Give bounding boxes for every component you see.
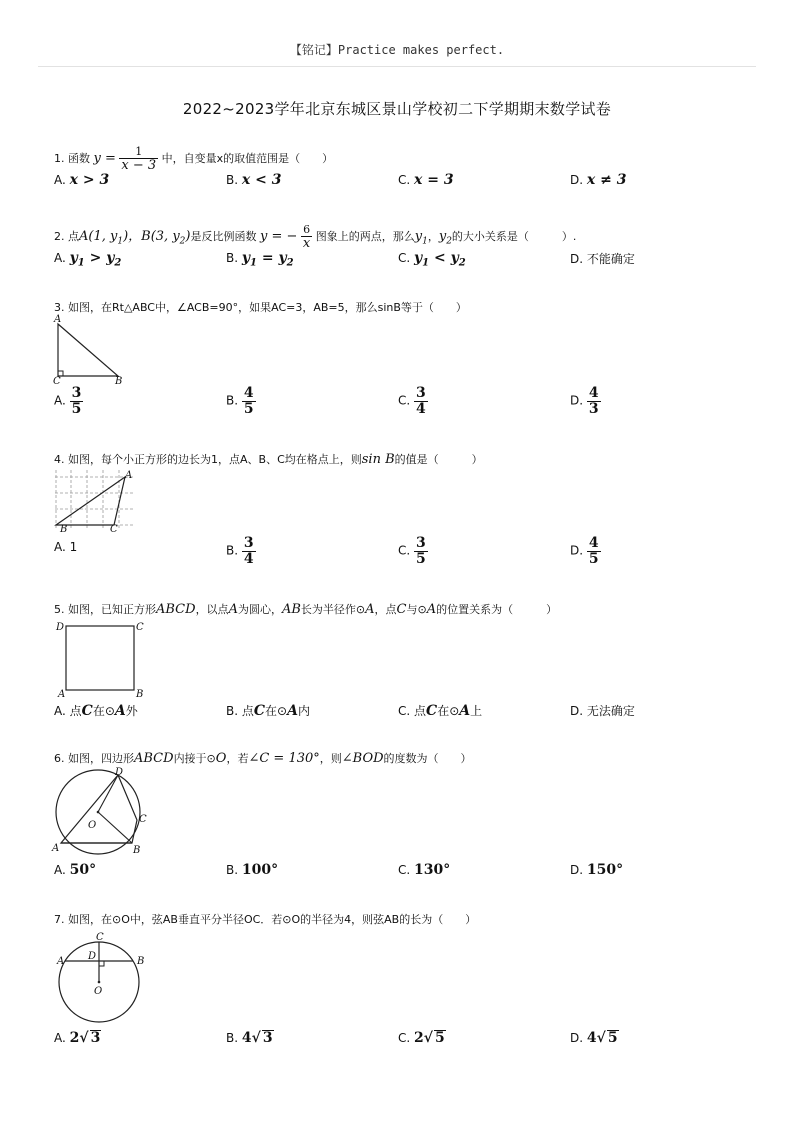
option-label: A. [54,863,66,877]
label-b: B [136,689,144,700]
text: 在⊙ [437,704,460,718]
label-b: B [137,956,145,967]
label-c: C [53,376,61,387]
subscript: 1 [422,236,428,247]
stem-text: 的大小关系是（ ）. [451,230,577,244]
stem-text: 的值是（ ） [394,453,483,466]
var: y [414,250,423,266]
label-b: B [115,376,123,387]
denominator: 5 [416,550,426,567]
option-value: x < 3 [241,172,282,188]
stem-text: 是反比例函数 [190,230,257,244]
option-label: C. [398,393,411,408]
numerator: 6 [303,223,311,236]
label-b: B [60,524,68,535]
math-y-equals: y = − [259,229,298,245]
option-label: B. [226,1031,239,1045]
subscript: 2 [446,236,452,247]
exam-title: 2022~2023学年北京东城区景山学校初二下学期期末数学试卷 [182,100,612,118]
question-number: 6. [54,752,65,765]
numerator: 3 [416,385,426,401]
stem-text: 与⊙ [406,603,427,616]
numerator: 4 [243,385,254,401]
point-a: A(1, y [79,229,118,245]
var-y1: y [414,229,423,245]
stem-text: 如图，在Rt△ABC中，∠ACB=90°，如果AC=3，AB=5，那么sinB等于（ ） [68,301,467,314]
math-o: O [215,751,227,766]
text: 在⊙ [92,704,115,718]
math-a: A [365,602,375,617]
coefficient: 4 [586,1030,597,1046]
var: y [241,250,251,266]
subscript: 1 [250,257,257,269]
label-a: A [58,689,66,700]
label-b: B [133,845,141,856]
math-c: C [253,703,266,719]
subscript: 2 [114,257,122,269]
stem-text: 的位置关系为（ ） [436,603,558,616]
text: 点 [241,704,254,718]
math-abcd: ABCD [156,602,196,617]
label-a: A [125,470,133,481]
numerator: 4 [588,535,599,551]
numerator: 1 [135,145,143,158]
point-b-end: ) [185,229,191,245]
point-b: B(3, y [141,229,180,245]
separator: ， [427,230,439,244]
stem-text: 函数 [68,152,90,166]
subscript: 2 [286,257,294,269]
math-c: C [426,703,438,719]
subscript: 1 [422,257,430,269]
option-label: A. [54,251,66,265]
coefficient: 2 [69,1030,80,1046]
label-d: D [56,622,65,633]
operator: < [429,250,451,266]
stem-text: 长为半径作⊙ [300,603,366,616]
subscript: 2 [179,236,186,247]
radicand: 5 [607,1030,618,1046]
option-label: C. [398,543,411,558]
math-abcd: ABCD [134,751,174,766]
text: 点 [69,704,82,718]
math-y-equals: y = [93,151,116,167]
label-d: D [115,767,124,778]
q7-option-d[interactable]: D. 4√ 5 [570,1030,618,1046]
label-c: C [96,932,104,943]
question-number: 2. [54,230,65,244]
label-c: C [136,622,144,633]
math-a: A [426,602,437,617]
math-c: C [396,602,407,617]
denominator: 4 [243,550,254,567]
option-label: D. [570,543,584,558]
option-label: C. [398,251,411,265]
math-angle-c: ∠C = 130° [248,751,320,766]
option-label: B. [226,704,239,718]
option-label: B. [226,251,239,265]
label-a: A [52,843,60,854]
label-a: A [54,314,62,325]
option-label: C. [398,1031,411,1045]
option-value: x > 3 [69,172,110,188]
option-value: 1 [69,540,78,554]
option-label: A. [54,704,66,718]
subscript: 2 [458,257,466,269]
option-value: 不能确定 [586,252,635,266]
stem-text: 如图，每个小正方形的边长为1，点A、B、C均在格点上，则 [68,453,362,466]
math-sin-b: sin B [361,452,395,467]
option-label: C. [398,863,411,877]
stem-text: 内接于⊙ [173,752,216,765]
q7-option-a[interactable]: A. 2√ 3 [54,1030,101,1046]
math-c: C [81,703,93,719]
operator: = [256,250,279,266]
header-motto: 【铭记】Practice makes perfect. [289,43,505,57]
denominator: 5 [71,400,82,417]
text: 上 [470,704,483,718]
label-o: O [88,820,97,831]
option-label: A. [54,540,66,554]
point-a-end: )， [123,229,142,245]
option-label: A. [54,393,66,408]
stem-text: 点 [68,230,79,244]
label-c: C [110,524,118,535]
denominator: x [302,235,311,251]
var: y [106,250,115,266]
option-label: C. [398,704,411,718]
q7-option-c[interactable]: C. 2√ 5 [398,1030,445,1046]
stem-text: 如图，四边形 [68,752,134,765]
var: y [450,250,459,266]
stem-text: ，则 [319,752,342,765]
stem-text: 如图，已知正方形 [68,603,156,616]
stem-text: ，点 [374,603,397,616]
math-ab: AB [281,602,301,617]
subscript: 1 [117,236,124,247]
stem-text: 如图，在⊙O中，弦AB垂直平分半径OC．若⊙O的半径为4，则弦AB的长为（ ） [68,913,477,926]
option-value: 100° [241,862,279,878]
subscript: 1 [77,257,85,269]
label-a: A [57,956,65,967]
option-value: x ≠ 3 [586,172,627,188]
math-a: A [287,703,298,719]
numerator: 4 [588,385,599,401]
option-value: 150° [586,862,624,878]
numerator: 3 [416,535,426,551]
numerator: 3 [243,535,254,551]
var: y [69,250,78,266]
text: 外 [125,704,138,718]
stem-text: ，以点 [195,603,229,616]
math-a: A [114,703,126,719]
question-number: 7. [54,913,65,926]
option-label: B. [226,863,239,877]
option-label: D. [570,704,584,718]
option-label: D. [570,173,584,187]
radicand: 3 [262,1030,273,1046]
option-value: 50° [69,862,97,878]
operator: > [84,250,107,266]
numerator: 3 [71,385,82,401]
denominator: 5 [588,550,599,567]
right-angle-mark [99,961,104,966]
radicand: 3 [90,1030,101,1046]
option-value: x = 3 [414,172,454,188]
var: y [278,250,287,266]
text: 在⊙ [265,704,288,718]
question-number: 3. [54,301,65,314]
option-value: 无法确定 [586,704,635,718]
stem-text: 的度数为（ ） [383,752,472,765]
stem-text: 为圆心， [237,603,282,616]
option-label: D. [570,863,584,877]
option-label: A. [54,1031,66,1045]
math-a: A [459,703,471,719]
denominator: 4 [416,400,426,417]
option-label: B. [226,393,239,408]
question-number: 5. [54,603,65,616]
label-o: O [94,986,103,997]
option-label: D. [570,252,584,266]
label-c: C [139,814,147,825]
text: 点 [414,704,427,718]
coefficient: 2 [414,1030,424,1046]
math-angle-bod: ∠BOD [341,751,384,766]
text: 内 [297,704,310,718]
denominator: 3 [588,400,599,417]
radicand: 5 [434,1030,445,1046]
option-label: C. [398,173,411,187]
option-label: A. [54,173,66,187]
stem-text: ，若 [226,752,249,765]
question-number: 4. [54,453,65,466]
option-value: 130° [414,862,451,878]
coefficient: 4 [241,1030,252,1046]
stem-text: 图象上的两点，那么 [315,230,415,244]
stem-text: 中，自变量x的取值范围是（ ） [161,152,334,166]
option-label: D. [570,1031,584,1045]
label-d: D [88,951,97,962]
var-y2: y [438,229,447,245]
option-label: B. [226,543,239,558]
denominator: 5 [243,400,254,417]
math-a: A [228,602,238,617]
denominator: x − 3 [121,157,157,173]
q7-option-b[interactable]: B. 4√ 3 [226,1030,273,1046]
question-number: 1. [54,152,65,166]
option-label: D. [570,393,584,408]
option-label: B. [226,173,239,187]
